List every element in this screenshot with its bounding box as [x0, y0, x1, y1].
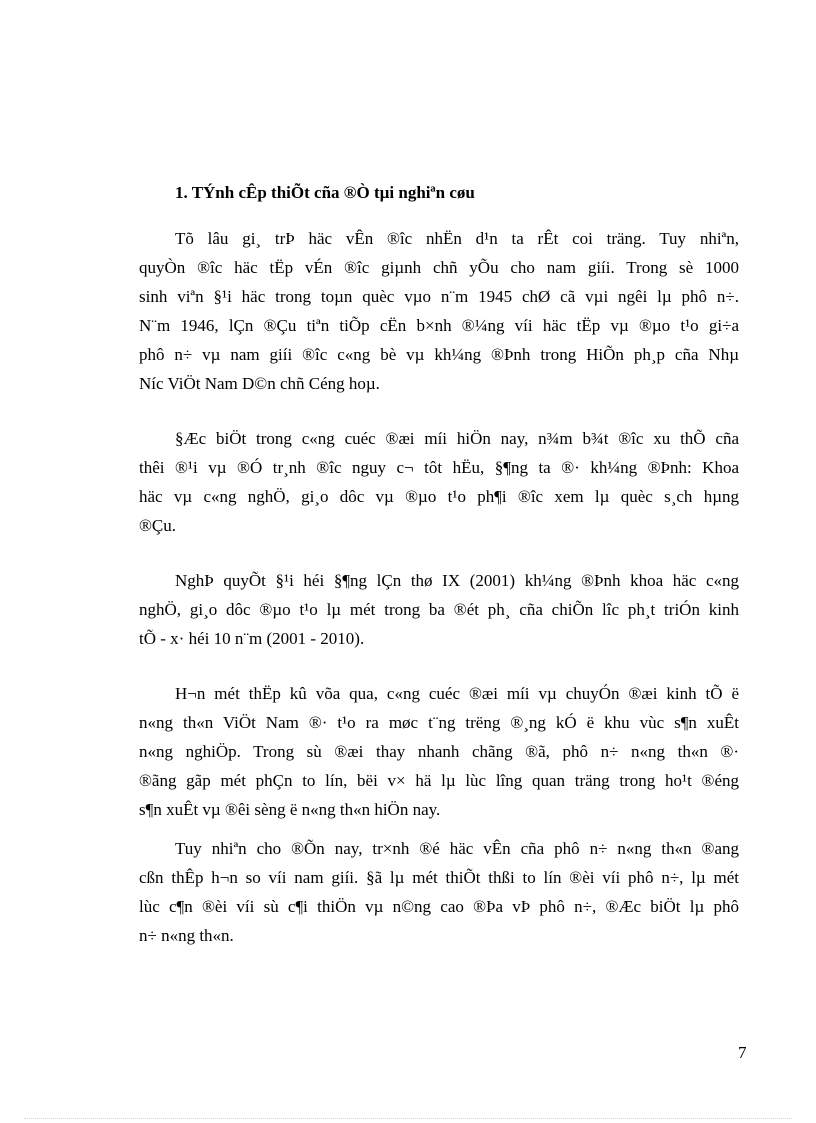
page-number: 7: [738, 1043, 747, 1062]
section-heading: 1. TÝnh cÊp thiÕt cña ®Ò tµi nghiªn cøu: [175, 183, 475, 202]
paragraph-line: §Æc biÖt trong c«ng cuéc ®æi míi hiÖn nay, n¾m b¾t ®îc xu thÕ cña: [175, 429, 739, 448]
paragraph-4: [139, 679, 739, 824]
paragraph-1: [139, 224, 739, 398]
paragraph-line: n«ng nghiÖp. Trong sù ®æi thay nhanh chãng ®ã, phô n÷ n«ng th«n ®·: [139, 742, 739, 761]
paragraph-2: [139, 424, 739, 540]
paragraph-line: ®Çu.: [139, 516, 177, 535]
paragraph-line: cßn thÊp h¬n so víi nam giíi. §ã lµ mét thiÕt thßi to lín ®èi víi phô n÷, lµ mét: [139, 868, 739, 887]
paragraph-line: sinh viªn §¹i häc trong toµn quèc vµo n¨m 1945 chØ cã vµi ngêi lµ phô n÷.: [139, 287, 739, 306]
paragraph-line: nghÖ, gi¸o dôc ®µo t¹o lµ mét trong ba ®ét ph¸ cña chiÕn lîc ph¸t triÓn kinh: [139, 600, 739, 619]
paragraph-line: Tõ lâu gi¸ trÞ häc vÊn ®îc nhËn d¹n ta rÊt coi träng. Tuy nhiªn,: [175, 229, 739, 248]
paragraph-line: tÕ - x· héi 10 n¨m (2001 - 2010).: [139, 629, 365, 648]
paragraph-line: thêi ®¹i vµ ®Ó tr¸nh ®îc nguy c¬ tôt hËu, §¶ng ta ®· kh¼ng ®Þnh: Khoa: [139, 458, 739, 477]
paragraph-line: n«ng th«n ViÖt Nam ®· t¹o ra møc t¨ng trëng ®¸ng kÓ ë khu vùc s¶n xuÊt: [139, 713, 739, 732]
page-bottom-divider: [24, 1118, 792, 1119]
paragraph-line: quyÒn ®îc häc tËp vÉn ®îc giµnh chñ yÕu cho nam giíi. Trong sè 1000: [139, 258, 739, 277]
paragraph-line: häc vµ c«ng nghÖ, gi¸o dôc vµ ®µo t¹o ph¶i ®îc xem lµ quèc s¸ch hµng: [139, 487, 739, 506]
paragraph-line: N¨m 1946, lÇn ®Çu tiªn tiÕp cËn b×nh ®¼ng víi häc tËp vµ ®µo t¹o gi÷a: [139, 316, 739, 335]
paragraph-line: s¶n xuÊt vµ ®êi sèng ë n«ng th«n hiÖn nay.: [139, 800, 441, 819]
paragraph-line: NghÞ quyÕt §¹i héi §¶ng lÇn thø IX (2001) kh¼ng ®Þnh khoa häc c«ng: [175, 571, 739, 590]
paragraph-line: ®ãng gãp mét phÇn to lín, bëi v× hä lµ lùc lîng quan träng trong ho¹t ®éng: [139, 771, 739, 790]
paragraph-3: [139, 566, 739, 653]
paragraph-line: Níc ViÖt Nam D©n chñ Céng hoµ.: [139, 374, 380, 393]
paragraph-line: n÷ n«ng th«n.: [139, 926, 234, 945]
paragraph-5: [139, 834, 739, 950]
paragraph-line: lùc c¶n ®èi víi sù c¶i thiÖn vµ n©ng cao ®Þa vÞ phô n÷, ®Æc biÖt lµ phô: [139, 897, 739, 916]
paragraph-line: Tuy nhiªn cho ®Õn nay, tr×nh ®é häc vÊn cña phô n÷ n«ng th«n ®ang: [175, 839, 739, 858]
paragraph-line: phô n÷ vµ nam giíi ®îc c«ng bè vµ kh¼ng ®Þnh trong HiÕn ph¸p cña Nhµ: [139, 345, 739, 364]
paragraph-line: H¬n mét thËp kû võa qua, c«ng cuéc ®æi míi vµ chuyÓn ®æi kinh tÕ ë: [175, 684, 739, 703]
